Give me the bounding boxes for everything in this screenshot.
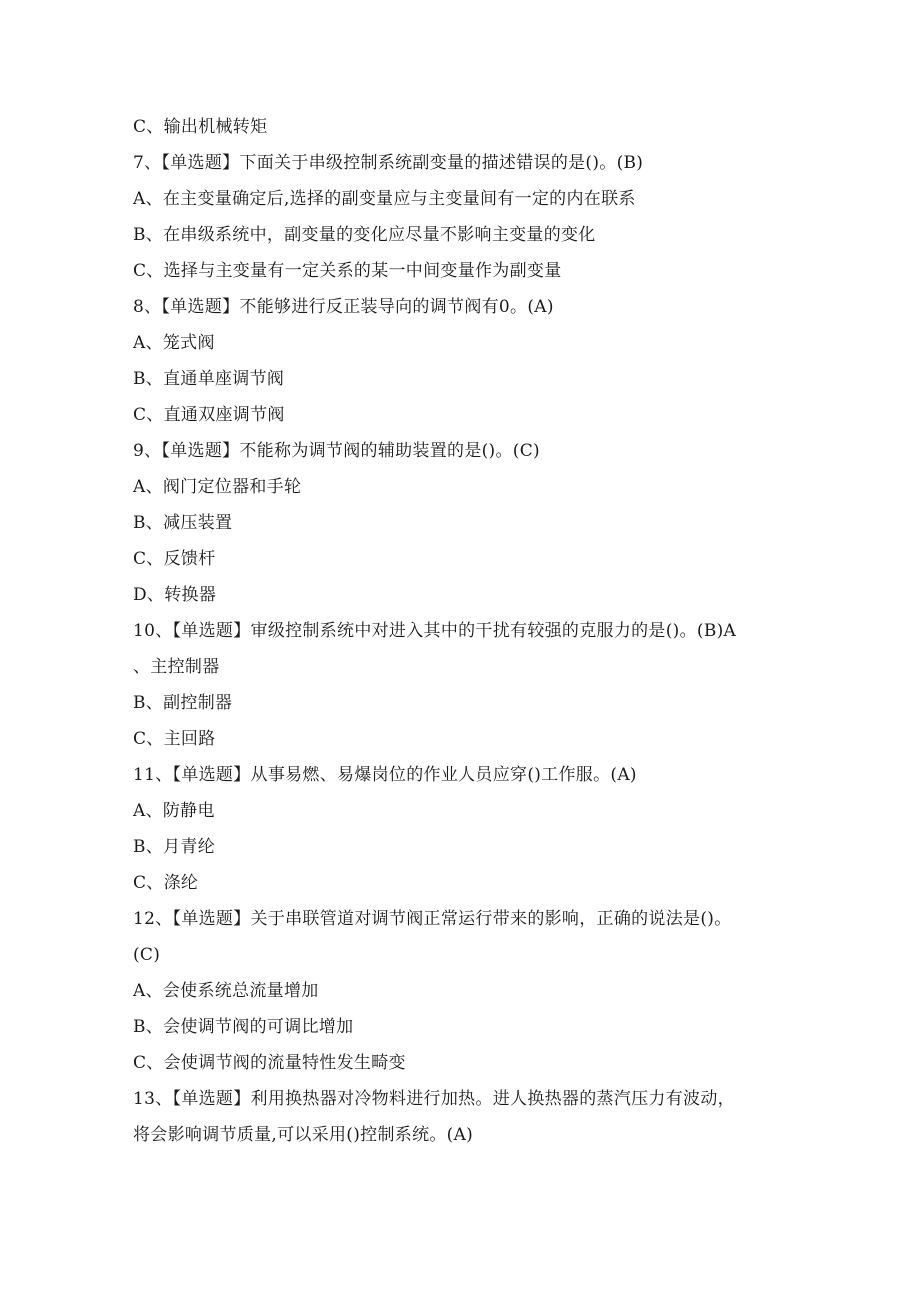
option-a-q12: A、会使系统总流量增加 [133,981,319,1001]
option-a-q7: A、在主变量确定后,选择的副变量应与主变量间有一定的内在联系 [133,189,636,209]
option-c-q9: C、反馈杆 [133,549,216,569]
question-13-continued: 将会影响调节质量,可以采用()控制系统。(A) [133,1125,474,1145]
option-a-q11: A、防静电 [133,801,215,821]
option-c-q7: C、选择与主变量有一定关系的某一中间变量作为副变量 [133,261,562,281]
question-8: 8、【单选题】不能够进行反正装导向的调节阀有0。(A) [133,297,554,317]
option-b-q12: B、会使调节阀的可调比增加 [133,1017,354,1037]
option-a-q9: A、阀门定位器和手轮 [133,477,302,497]
option-b-q11: B、月青纶 [133,837,215,857]
option-c-q12: C、会使调节阀的流量特性发生畸变 [133,1053,406,1073]
option-b-q7: B、在串级系统中，副变量的变化应尽量不影响主变量的变化 [133,225,596,245]
question-11: 11、【单选题】从事易燃、易爆岗位的作业人员应穿()工作服。(A) [133,765,637,785]
option-b-q10: B、副控制器 [133,693,233,713]
question-13: 13、【单选题】利用换热器对冷物料进行加热。进人换热器的蒸汽压力有波动， [133,1089,735,1109]
option-c-q10: C、主回路 [133,729,216,749]
question-12-answer: (C) [133,945,161,965]
question-7: 7、【单选题】下面关于串级控制系统副变量的描述错误的是()。(B) [133,153,644,173]
question-12: 12、【单选题】关于串联管道对调节阀正常运行带来的影响，正确的说法是()。 [133,909,732,929]
option-d-q9: D、转换器 [133,585,217,605]
question-9: 9、【单选题】不能称为调节阀的辅助装置的是()。(C) [133,441,540,461]
option-b-q8: B、直通单座调节阀 [133,369,285,389]
option-c-q11: C、涤纶 [133,873,199,893]
option-a-q8: A、笼式阀 [133,333,215,353]
option-b-q9: B、减压装置 [133,513,233,533]
option-a-q10: 、主控制器 [133,657,220,677]
option-c-q8: C、直通双座调节阀 [133,405,285,425]
option-c-q6: C、输出机械转矩 [133,117,268,137]
question-10: 10、【单选题】审级控制系统中对进入其中的干扰有较强的克服力的是()。(B)A [133,621,737,641]
